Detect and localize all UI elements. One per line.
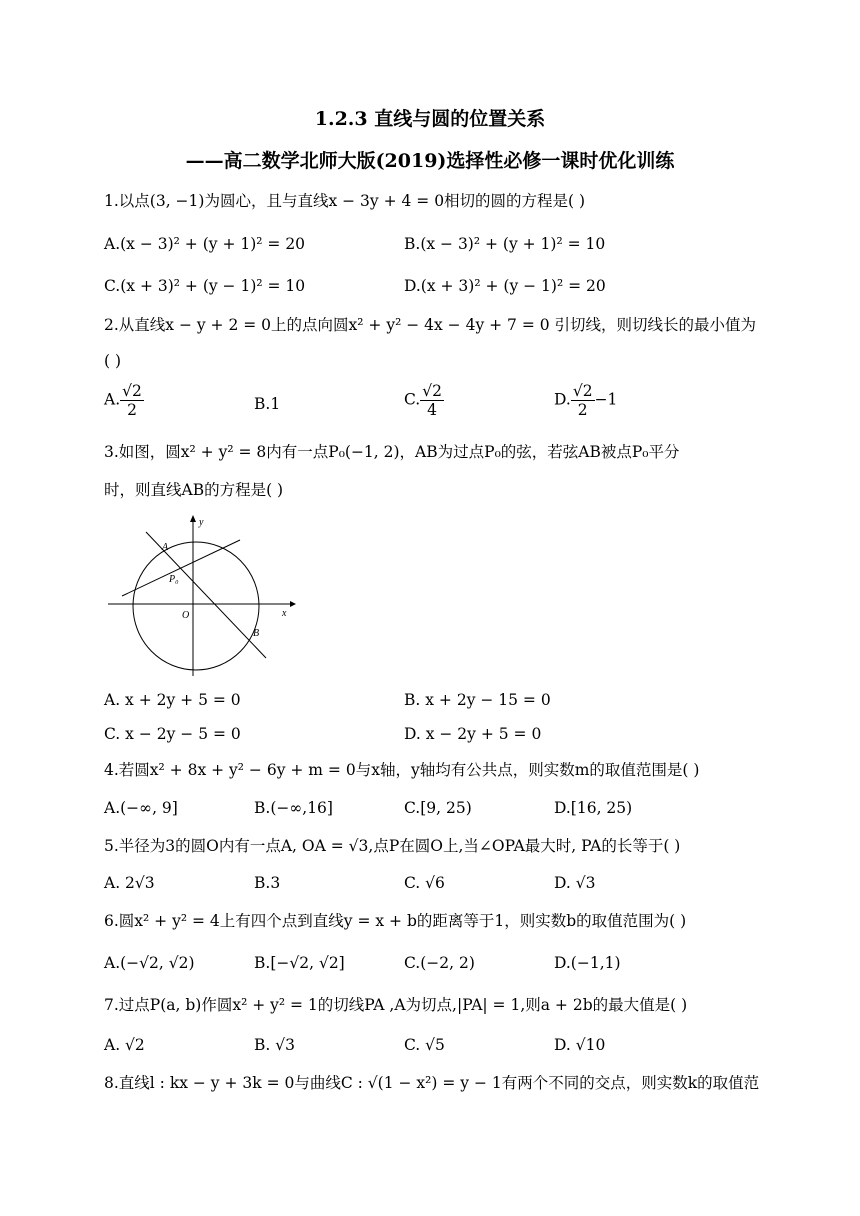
option-c-label: C. (404, 390, 421, 409)
question-5-option-a: A. 2√3 (104, 874, 155, 892)
fraction-numerator: √2 (422, 382, 442, 400)
question-2-stem-line-1: 2.从直线x − y + 2 = 0上的点向圆x² + y² − 4x − 4y + 7 = 0 引切线，则切线长的最小值为 (104, 316, 757, 334)
fraction-denominator: 4 (427, 401, 438, 419)
label-a: A (162, 542, 169, 553)
question-7-stem: 7.过点P(a, b)作圆x² + y² = 1的切线PA ,A为切点,|PA| = 1,则a + 2b的最大值是( ) (104, 996, 688, 1014)
question-5-option-c: C. √6 (404, 874, 445, 892)
question-1-option-c: C.(x + 3)² + (y − 1)² = 10 (104, 277, 306, 295)
question-7-option-c: C. √5 (404, 1036, 445, 1054)
page-subtitle: ——高二数学北师大版(2019)选择性必修一课时优化训练 (185, 150, 675, 172)
question-7-option-a: A. √2 (104, 1036, 145, 1054)
question-3-option-b: B. x + 2y − 15 = 0 (404, 691, 551, 709)
label-b: B (253, 628, 260, 639)
page-title: 1.2.3 直线与圆的位置关系 (314, 108, 546, 130)
question-6-option-a: A.(−√2, √2) (104, 954, 195, 972)
question-6-stem: 6.圆x² + y² = 4上有四个点到直线y = x + b的距离等于1，则实数b的取值范围为( ) (104, 912, 687, 930)
question-2-option-a (104, 382, 144, 419)
label-y: y (199, 517, 204, 528)
question-6-option-c: C.(−2, 2) (404, 954, 475, 972)
question-5-stem: 5.半径为3的圆O内有一点A, OA = √3,点P在圆O上,当∠OPA最大时, PA的长等于( ) (104, 837, 681, 855)
question-1-option-b: B.(x − 3)² + (y + 1)² = 10 (404, 235, 606, 253)
question-2-stem-line-2: ( ) (104, 352, 122, 370)
line-through-p0 (122, 540, 240, 596)
question-1-option-a: A.(x − 3)² + (y + 1)² = 20 (104, 235, 306, 253)
question-4-option-a: A.(−∞, 9] (104, 799, 178, 817)
question-1-option-d: D.(x + 3)² + (y − 1)² = 20 (404, 277, 606, 295)
question-8-stem: 8.直线l : kx − y + 3k = 0与曲线C : √(1 − x²) = y − 1有两个不同的交点，则实数k的取值范 (104, 1074, 760, 1092)
question-5-option-d: D. √3 (554, 874, 596, 892)
circle-figure (104, 512, 300, 678)
fraction-denominator: 2 (577, 401, 588, 419)
question-1-stem: 1.以点(3, −1)为圆心，且与直线x − 3y + 4 = 0相切的圆的方程是( ) (104, 192, 586, 210)
question-6-option-d: D.(−1,1) (554, 954, 621, 972)
question-2-option-c (404, 382, 444, 419)
option-d-suffix: −1 (594, 390, 618, 409)
fraction-numerator: √2 (122, 382, 142, 400)
question-4-option-c: C.[9, 25) (404, 799, 472, 817)
fraction (120, 382, 144, 419)
question-4-option-d: D.[16, 25) (554, 799, 633, 817)
label-origin: O (182, 610, 190, 621)
fraction-denominator: 2 (127, 401, 137, 419)
question-2-option-d (554, 382, 617, 419)
question-5-option-b: B.3 (254, 874, 281, 892)
label-x: x (282, 608, 287, 619)
x-axis-arrow (290, 601, 296, 607)
y-axis-arrow (190, 515, 196, 522)
option-d-label: D. (554, 390, 571, 409)
fraction (420, 382, 444, 419)
question-7-option-b: B. √3 (254, 1036, 295, 1054)
option-a-label: A. (104, 390, 121, 409)
label-p0: P₀ (169, 574, 179, 585)
fraction (571, 382, 595, 419)
question-4-stem: 4.若圆x² + 8x + y² − 6y + m = 0与x轴，y轴均有公共点，则实数m的取值范围是( ) (104, 761, 700, 779)
question-3-option-c: C. x − 2y − 5 = 0 (104, 725, 241, 743)
question-3-stem-line-1: 3.如图，圆x² + y² = 8内有一点P₀(−1, 2)，AB为过点P₀的弦，若弦AB被点P₀平分 (104, 443, 680, 461)
question-2-option-b: B.1 (254, 395, 281, 413)
question-7-option-d: D. √10 (554, 1036, 606, 1054)
fraction-numerator: √2 (572, 382, 593, 400)
question-6-option-b: B.[−√2, √2] (254, 954, 345, 972)
question-3-option-a: A. x + 2y + 5 = 0 (104, 691, 241, 709)
question-3-stem-line-2: 时，则直线AB的方程是( ) (104, 481, 284, 499)
question-3-option-d: D. x − 2y + 5 = 0 (404, 725, 542, 743)
question-4-option-b: B.(−∞,16] (254, 799, 333, 817)
